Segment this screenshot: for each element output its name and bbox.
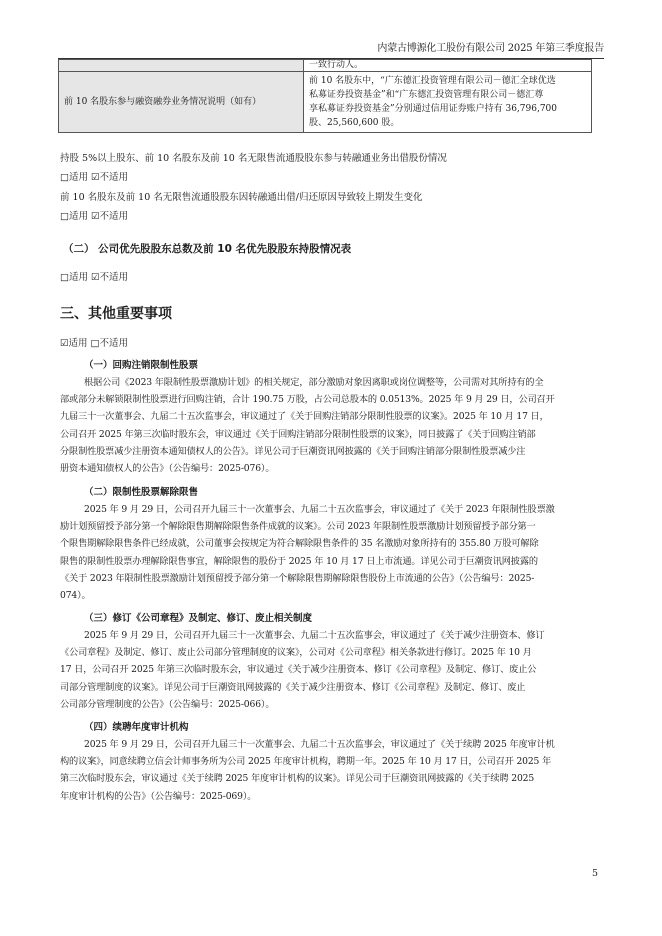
applicability-checkbox: □适用 ☑不适用 [60,272,129,283]
applicability-checkbox: □适用 ☑不适用 [60,172,129,183]
applicability-checkbox: □适用 ☑不适用 [60,211,129,222]
paragraph-line: 公司召开 2025 年第三次临时股东会，审议通过《关于回购注销部分限制性股票的议案》，同日披露了《关于回购注销部 [60,428,536,440]
item-title: （二）限制性股票解除限售 [84,487,199,498]
table-cell [59,60,304,72]
shareholder-table [58,59,592,133]
table-row [59,72,592,133]
preferred-shareholders-heading: （二） 公司优先股股东总数及前 10 名优先股股东持股情况表 [63,243,352,255]
paragraph-line: 年度审计机构的公告》（公告编号：2025-069）。 [60,790,257,802]
item-title: （三）修订《公司章程》及制定、修订、废止相关制度 [84,613,313,624]
paragraph-line: 《公司章程》及制定、修订、废止公司部分管理制度的议案》，公司对《公司章程》相关条款进行修订。2025 年 10 月 [60,647,532,659]
paragraph-line: 2025 年 9 月 29 日，公司召开九届三十一次董事会、九届二十五次监事会，审议通过了《关于减少注册资本、修订 [84,630,545,641]
paragraph-line: 2025 年 9 月 29 日，公司召开九届三十一次董事会、九届二十五次监事会，审议通过了《关于续聘 2025 年度审计机 [84,739,555,750]
refinancing-lending-heading: 持股 5%以上股东、前 10 名股东及前 10 名无限售流通股股东参与转融通业务出借股份情况 [60,153,447,164]
paragraph [60,736,592,805]
item-title: （四）续聘年度审计机构 [84,722,189,733]
paragraph-line: 分限制性股票减少注册资本通知债权人的公告》。详见公司于巨潮资讯网披露的《关于回购注销部分限制性股票减少注 [60,445,526,457]
paragraph-line: 部或部分未解锁限制性股票进行回购注销，合计 190.75 万股，占公司总股本的 0.0513%。2025 年 9 月 29 日，公司召开 [60,394,555,406]
paragraph-line: 17 日，公司召开 2025 年第三次临时股东会，审议通过《关于减少注册资本、修订《公司章程》及制定、修订、废止公 [60,664,537,676]
paragraph-line: 册资本通知债权人的公告》（公告编号：2025-076）。 [60,463,275,475]
paragraph-line: 2025 年 9 月 29 日，公司召开九届三十一次董事会、九届二十五次监事会，审议通过了《关于 2023 年限制性股票激 [84,504,555,515]
paragraph-line: 公司部分管理制度的公告》（公告编号：2025-066）。 [60,698,275,710]
cell-line: 享私募证券投资基金”分别通过信用证券账户持有 36,796,700 [309,104,557,114]
item-title: （一）回购注销限制性股票 [84,360,199,371]
paragraph-line: 构的议案》，同意续聘立信会计师事务所为公司 2025 年度审计机构，聘期一年。2025 年 10 月 17 日，公司召开 2025 年 [60,756,552,768]
table-cell: 一致行动人。 [304,60,592,72]
paragraph-line: 074）。 [60,590,91,602]
paragraph-line: 励计划预留授予部分第一个解除限售期解除限售条件成就的议案》。公司 2023 年限制性股票激励计划预留授予部分第一 [60,521,536,533]
table-cell-label: 前 10 名股东参与融资融券业务情况说明（如有） [59,72,304,133]
paragraph-line: 限售的限制性股票办理解除限售事宜，解除限售的股份于 2025 年 10 月 17 日上市流通。详见公司于巨潮资讯网披露的 [60,555,538,567]
report-title: 内蒙古博源化工股份有限公司 2025 年第三季度报告 [377,43,604,54]
table-cell [304,72,592,133]
cell-line: 私募证券投资基金”和“广东德汇投资管理有限公司－德汇尊 [309,90,544,100]
page-number: 5 [591,868,598,879]
cell-line: 前 10 名股东中，“广东德汇投资管理有限公司－德汇全球优选 [309,76,556,86]
paragraph [60,501,592,604]
paragraph [60,374,592,477]
paragraph-line: 司部分管理制度的议案》。详见公司于巨潮资讯网披露的《关于减少注册资本、修订《公司章程》及制定、修订、废止 [60,681,526,693]
refinancing-change-heading: 前 10 名股东及前 10 名无限售流通股股东因转融通出借/归还原因导致较上期发生变化 [60,192,423,203]
applicability-checkbox: ☑适用 □不适用 [60,338,129,349]
cell-line: 股、25,560,600 股。 [309,118,400,128]
paragraph [60,627,592,713]
page-header [58,36,604,59]
table-row [59,60,592,72]
paragraph-line: 个限售期解除限售条件已经成就，公司董事会按规定为符合解除限售条件的 35 名激励对象所持有的 355.80 万股可解除 [60,538,539,550]
paragraph-line: 第三次临时股东会，审议通过《关于续聘 2025 年度审计机构的议案》。详见公司于巨潮资讯网披露的《关于续聘 2025 [60,773,535,785]
section-title: 三、其他重要事项 [60,306,172,322]
paragraph-line: 九届三十一次董事会、九届二十五次监事会，审议通过了《关于回购注销部分限制性股票的议案》。2025 年 10 月 17 日， [60,411,549,423]
paragraph-line: 根据公司《2023 年限制性股票激励计划》的相关规定，部分激励对象因离职或岗位调整等，公司需对其所持有的全 [84,377,544,388]
paragraph-line: 《关于 2023 年限制性股票激励计划预留授予部分第一个解除限售期解除限售股份上市流通的公告》（公告编号：2025- [60,572,535,584]
